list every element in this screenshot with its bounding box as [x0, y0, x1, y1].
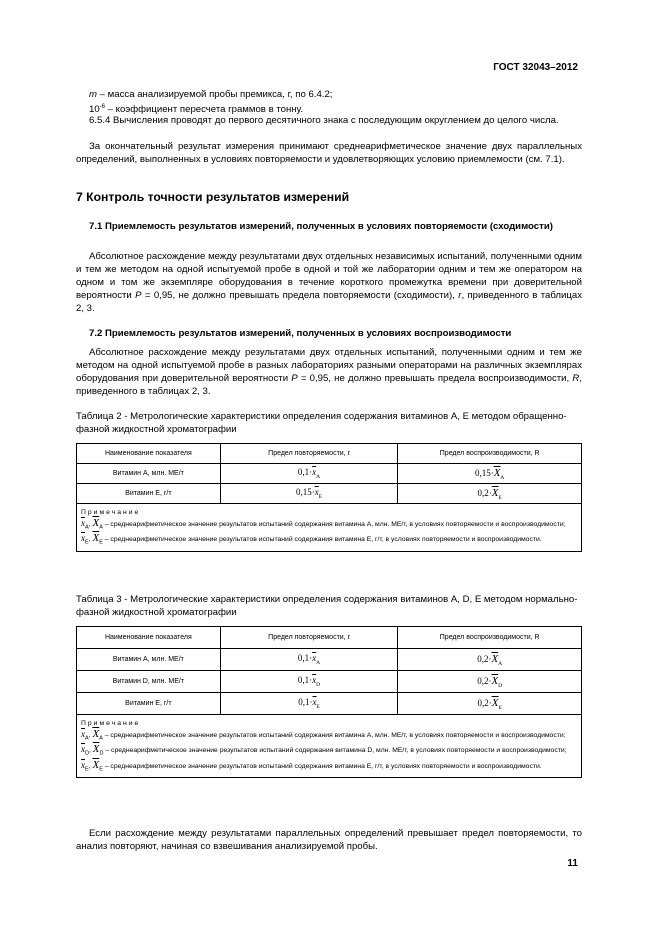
table-3-caption: Таблица 3 - Метрологические характеристики определения содержания витаминов А, D, Е методом нормально-фазной жидкостной хроматографии — [76, 594, 578, 618]
R-formula — [398, 464, 582, 484]
x-symbol: $\overline{x}$ — [81, 518, 85, 528]
note-title: Примечание — [81, 509, 141, 516]
table-2-note — [77, 504, 582, 552]
table-3-note-row — [77, 715, 582, 778]
table-2 — [76, 443, 582, 552]
row-name: Витамин D, млн. МЕ/т — [77, 671, 221, 693]
s72-text-b: = 0,95, не должно превышать предела воспроизводимости, — [297, 373, 573, 384]
coef: 0,1· — [298, 697, 313, 708]
subscript: Е — [85, 766, 89, 773]
p-symbol: P — [135, 290, 142, 301]
coef: 0,2· — [477, 487, 492, 498]
table-3-note — [77, 715, 582, 778]
subscript: Е — [498, 494, 502, 501]
subscript: А — [85, 735, 89, 742]
X-symbol: $\overline{X}$ — [92, 758, 100, 771]
s72-text-c: , приведенного в таблицах 2, 3. — [76, 373, 582, 397]
subscript: Е — [318, 493, 323, 500]
table-3-header-row — [77, 627, 582, 649]
x-symbol: $\overline{x}$ — [314, 487, 319, 498]
X-symbol: $\overline{X}$ — [491, 674, 499, 687]
p-symbol: P — [291, 373, 298, 384]
sep: , — [88, 732, 93, 739]
x-symbol: $\overline{x}$ — [312, 467, 317, 478]
row-name: Витамин Е, г/т — [77, 693, 221, 715]
table-2-caption: Таблица 2 - Метрологические характеристики определения содержания витаминов А, Е методом обращенно-фазной жидкостной хроматографии — [76, 411, 567, 435]
subscript: Е — [99, 766, 103, 773]
X-symbol: $\overline{X}$ — [493, 466, 501, 479]
table-3-col-R: Предел воспроизводимости, R — [398, 627, 582, 649]
x-symbol: $\overline{x}$ — [81, 533, 85, 544]
r-symbol: r — [458, 290, 462, 301]
r-formula — [220, 671, 398, 693]
subscript: А — [498, 660, 503, 667]
X-symbol: $\overline{X}$ — [92, 532, 100, 545]
x-symbol: $\overline{x}$ — [81, 744, 85, 755]
r-formula — [220, 484, 398, 504]
closing-paragraph: Если расхождение между результатами параллельных определений превышает предел повторяемости, то анализ повторяют, начиная со взвешивания анализируемой пробы. — [76, 828, 582, 852]
coef: 0,1· — [297, 675, 313, 686]
table-row — [77, 484, 582, 504]
section-7-2-title: 7.2 Приемлемость результатов измерений, полученных в условиях воспроизводимости — [89, 328, 512, 339]
R-formula — [398, 693, 582, 715]
subscript: А — [316, 473, 321, 480]
note-text: – среднеарифметическое значение результатов испытаний содержания витамина Е, г/т, в условиях повторяемости и воспроизводимости. — [102, 536, 542, 544]
s71-p-value: = 0,95, не должно превышать предела повторяемости (сходимости), — [141, 290, 459, 301]
section-7-1-title: 7.1 Приемлемость результатов измерений, полученных в условиях повторяемости (сходимости) — [89, 221, 553, 232]
table-2-note-row — [77, 504, 582, 552]
section-7-title: 7 Контроль точности результатов измерений — [76, 190, 350, 204]
m-definition — [76, 88, 582, 101]
coef: 0,15· — [295, 487, 315, 498]
table-2-header-row — [77, 444, 582, 464]
subscript: D — [498, 682, 503, 689]
subscript: Е — [316, 703, 320, 710]
subscript: D — [85, 750, 89, 757]
standard-code: ГОСТ 32043–2012 — [493, 62, 578, 73]
note-title: Примечание — [81, 720, 141, 727]
note-line — [81, 729, 577, 744]
X-symbol: $\overline{X}$ — [92, 517, 100, 529]
table-2-col-R: Предел воспроизводимости, R — [398, 444, 582, 464]
subscript: А — [500, 474, 505, 481]
subscript: А — [99, 524, 103, 531]
coef: 0,2· — [477, 697, 492, 708]
r-formula — [220, 693, 398, 715]
R-formula — [398, 484, 582, 504]
x-symbol: $\overline{x}$ — [81, 759, 85, 770]
subscript: Е — [85, 539, 89, 546]
R-symbol: R — [572, 373, 580, 384]
sep: , — [88, 762, 93, 770]
R-formula — [398, 649, 582, 671]
paragraph-final-result: За окончательный результат измерения принимают среднеарифметическое значение двух параллельных определений, выполненных в условиях повторяемости и удовлетворяющих условию приемлемости (см. 7.1). — [76, 141, 582, 165]
coef: 0,1· — [297, 467, 313, 478]
X-symbol: $\overline{X}$ — [491, 486, 499, 499]
coef-exponent: -6 — [99, 104, 106, 110]
s71-text-b: , приведенного в таблицах 2, 3. — [76, 290, 583, 314]
subscript: А — [99, 735, 103, 742]
table-row — [77, 649, 582, 671]
table-2-col-r: Предел повторяемости, r — [220, 444, 398, 464]
note-line — [81, 744, 577, 759]
subscript: Е — [99, 539, 103, 546]
note-text: – среднеарифметическое значение результатов испытаний содержания витамина А, млн. МЕ/т, в условиях повторяемости и воспроизводимости; — [102, 521, 566, 528]
X-symbol: $\overline{X}$ — [92, 743, 100, 756]
subscript: D — [316, 681, 321, 688]
subscript: А — [85, 524, 89, 531]
x-symbol: $\overline{x}$ — [312, 697, 317, 708]
section-7-1-text — [76, 250, 582, 315]
x-symbol: $\overline{x}$ — [81, 729, 85, 739]
table-3 — [76, 626, 582, 778]
note-line — [81, 533, 577, 548]
x-symbol: $\overline{x}$ — [312, 653, 317, 664]
table-row — [77, 693, 582, 715]
coef: 0,2· — [477, 675, 492, 686]
m-definition-text: – масса анализируемой пробы премикса, г, по 6.4.2; — [97, 89, 333, 100]
section-7-2-text — [76, 346, 582, 398]
r-formula — [220, 464, 398, 484]
note-text: – среднеарифметическое значение результатов испытаний содержания витамина D, млн. МЕ/т, в условиях повторяемости и воспроизводимости; — [103, 747, 567, 755]
sep: , — [88, 536, 93, 544]
s72-text-a: Абсолютное расхождение между результатами двух отдельных испытаний, полученными одним и тем же методом на одной испытуемой пробе в разных лабораториях разными операторами на различных экземплярах оборудования при доверительной вероятности — [76, 347, 582, 384]
coef: 0,15· — [474, 467, 494, 478]
row-name: Витамин А, млн. МЕ/т — [77, 649, 221, 671]
table-2-col-name: Наименование показателя — [77, 444, 221, 464]
m-symbol: m — [89, 89, 97, 100]
note-text: – среднеарифметическое значение результатов испытаний содержания витамина А, млн. МЕ/т, в условиях повторяемости и воспроизводимости; — [102, 732, 566, 739]
s71-text-a: Абсолютное расхождение между результатами двух отдельных независимых испытаний, полученными одним и тем же методом на одной испытуемой пробе в одной и той же лаборатории одним и тем же оператором на одном и том же экземпляре оборудования в течение короткого промежутка времени при доверительной вероятности — [76, 251, 582, 301]
page-number: 11 — [567, 858, 578, 869]
row-name: Витамин А, млн. МЕ/т — [77, 464, 221, 484]
r-formula — [220, 649, 398, 671]
subscript: Е — [498, 704, 502, 711]
sep: , — [88, 521, 93, 528]
row-name: Витамин Е, г/т — [77, 484, 221, 504]
sep: , — [88, 747, 93, 755]
note-line — [81, 760, 577, 775]
table-3-col-r: Предел повторяемости, r — [220, 627, 398, 649]
note-text: – среднеарифметическое значение результатов испытаний содержания витамина Е, г/т, в условиях повторяемости и воспроизводимости. — [102, 762, 542, 770]
coef-definition-text: – коэффициент пересчета граммов в тонну. — [105, 104, 304, 116]
note-line — [81, 518, 577, 533]
table-3-col-name: Наименование показателя — [77, 627, 221, 649]
X-symbol: $\overline{X}$ — [491, 652, 499, 665]
table-row — [77, 671, 582, 693]
subscript: D — [99, 750, 104, 757]
x-symbol: $\overline{x}$ — [312, 675, 317, 686]
subscript: А — [316, 659, 321, 666]
R-formula — [398, 671, 582, 693]
X-symbol: $\overline{X}$ — [491, 696, 499, 709]
coef: 0,2· — [477, 653, 492, 664]
coef-base: 10 — [89, 104, 100, 116]
table-row — [77, 464, 582, 484]
X-symbol: $\overline{X}$ — [92, 728, 100, 740]
coef: 0,1· — [297, 653, 313, 664]
paragraph-6-5-4: 6.5.4 Вычисления проводят до первого десятичного знака с последующим округлением до целого числа. — [89, 115, 559, 126]
